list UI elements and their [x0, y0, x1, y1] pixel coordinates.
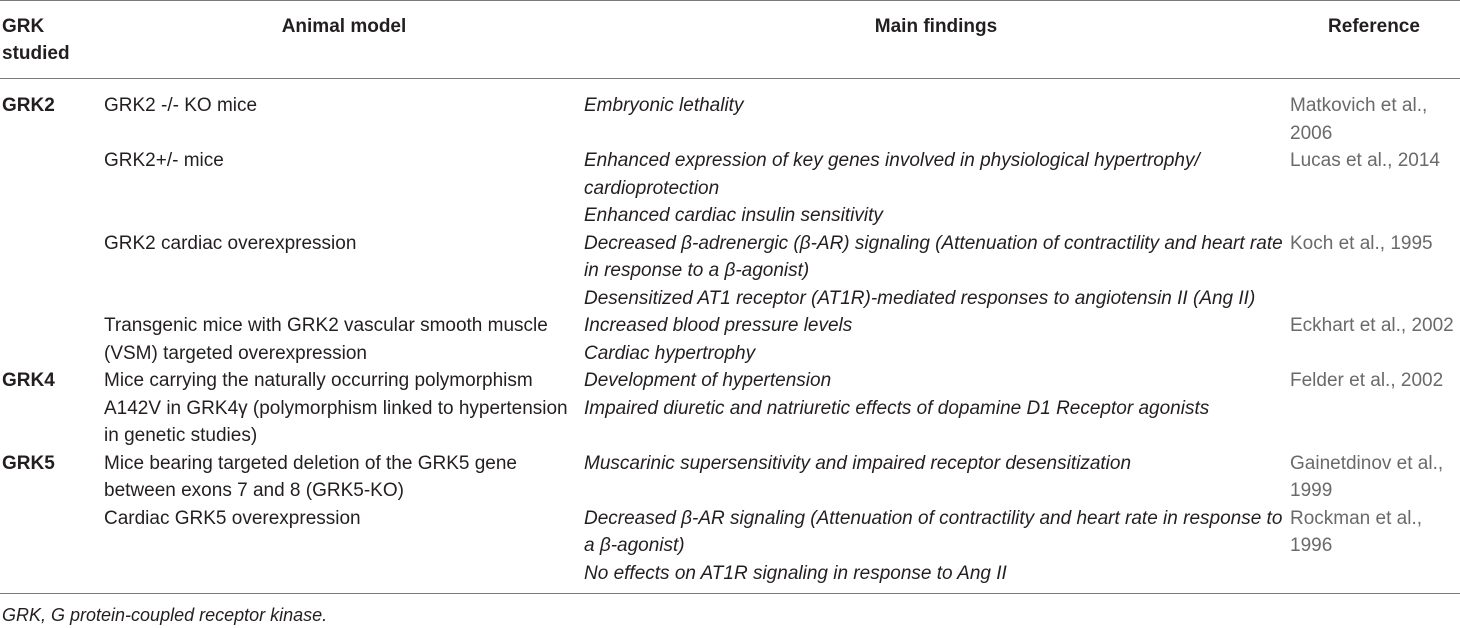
finding-line: Embryonic lethality — [584, 95, 744, 116]
cell-reference: Rockman et al., 1996 — [1290, 507, 1422, 556]
finding-line: No effects on AT1R signaling in response to Ang II — [584, 562, 1007, 584]
table-row — [0, 312, 1460, 367]
table-row — [0, 367, 1460, 450]
table-footnote: GRK, G protein-coupled receptor kinase. — [2, 605, 328, 625]
header-grk-studied: GRK studied — [2, 16, 70, 64]
cell-main-findings — [584, 505, 1288, 594]
finding-line: Increased blood pressure levels — [584, 315, 853, 336]
cell-animal-model: Mice carrying the naturally occurring polymorphism A142V in GRK4γ (polymorphism linked to hypertension in genetic studies) — [104, 370, 568, 446]
cell-reference: Koch et al., 1995 — [1290, 232, 1433, 254]
cell-main-findings — [584, 147, 1288, 230]
finding-line: Muscarinic supersensitivity and impaired receptor desensitization — [584, 452, 1132, 474]
finding-line: Decreased β-AR signaling (Attenuation of contractility and heart rate in response to a β-agonist) — [584, 507, 1283, 556]
finding-line: Development of hypertension — [584, 370, 832, 391]
table-row — [0, 505, 1460, 594]
cell-main-findings — [584, 312, 1288, 367]
finding-line: Enhanced expression of key genes involved in physiological hypertrophy/ cardioprotection — [584, 150, 1200, 199]
cell-animal-model: Cardiac GRK5 overexpression — [104, 507, 361, 529]
cell-grk — [0, 147, 104, 230]
table-row — [0, 147, 1460, 230]
cell-reference: Lucas et al., 2014 — [1290, 150, 1440, 171]
cell-reference: Eckhart et al., 2002 — [1290, 315, 1454, 336]
cell-reference: Gainetdinov et al., 1999 — [1290, 452, 1444, 501]
table-body — [0, 79, 1460, 594]
table-row — [0, 230, 1460, 313]
cell-animal-model: Mice bearing targeted deletion of the GRK5 gene between exons 7 and 8 (GRK5-KO) — [104, 452, 517, 501]
cell-animal-model: GRK2 -/- KO mice — [104, 95, 258, 116]
cell-grk: GRK5 — [2, 452, 55, 474]
cell-animal-model: GRK2+/- mice — [104, 150, 224, 171]
cell-grk — [0, 312, 104, 367]
cell-main-findings — [584, 367, 1288, 450]
table-row — [0, 450, 1460, 505]
cell-animal-model: Transgenic mice with GRK2 vascular smooth muscle (VSM) targeted overexpression — [104, 315, 548, 364]
finding-line: Impaired diuretic and natriuretic effects of dopamine D1 Receptor agonists — [584, 397, 1210, 419]
cell-reference: Matkovich et al., 2006 — [1290, 95, 1428, 144]
cell-grk: GRK4 — [2, 370, 55, 391]
cell-grk — [0, 505, 104, 594]
finding-line: Enhanced cardiac insulin sensitivity — [584, 205, 883, 226]
table-header — [0, 1, 1460, 79]
header-animal-model: Animal model — [281, 16, 407, 37]
finding-line: Decreased β-adrenergic (β-AR) signaling (Attenuation of contractility and heart rate in response to a β-agonist) — [584, 232, 1283, 281]
cell-reference: Felder et al., 2002 — [1290, 370, 1444, 391]
cell-main-findings — [584, 230, 1288, 313]
cell-main-findings — [584, 450, 1288, 505]
header-reference: Reference — [1328, 16, 1420, 37]
cell-grk — [0, 230, 104, 313]
cell-grk: GRK2 — [2, 95, 55, 116]
table-row — [0, 79, 1460, 148]
cell-animal-model: GRK2 cardiac overexpression — [104, 232, 357, 254]
header-main-findings: Main findings — [874, 16, 998, 37]
finding-line: Cardiac hypertrophy — [584, 342, 756, 364]
cell-main-findings — [584, 79, 1288, 148]
finding-line: Desensitized AT1 receptor (AT1R)-mediated responses to angiotensin II (Ang II) — [584, 287, 1256, 309]
header-row — [0, 1, 1460, 79]
